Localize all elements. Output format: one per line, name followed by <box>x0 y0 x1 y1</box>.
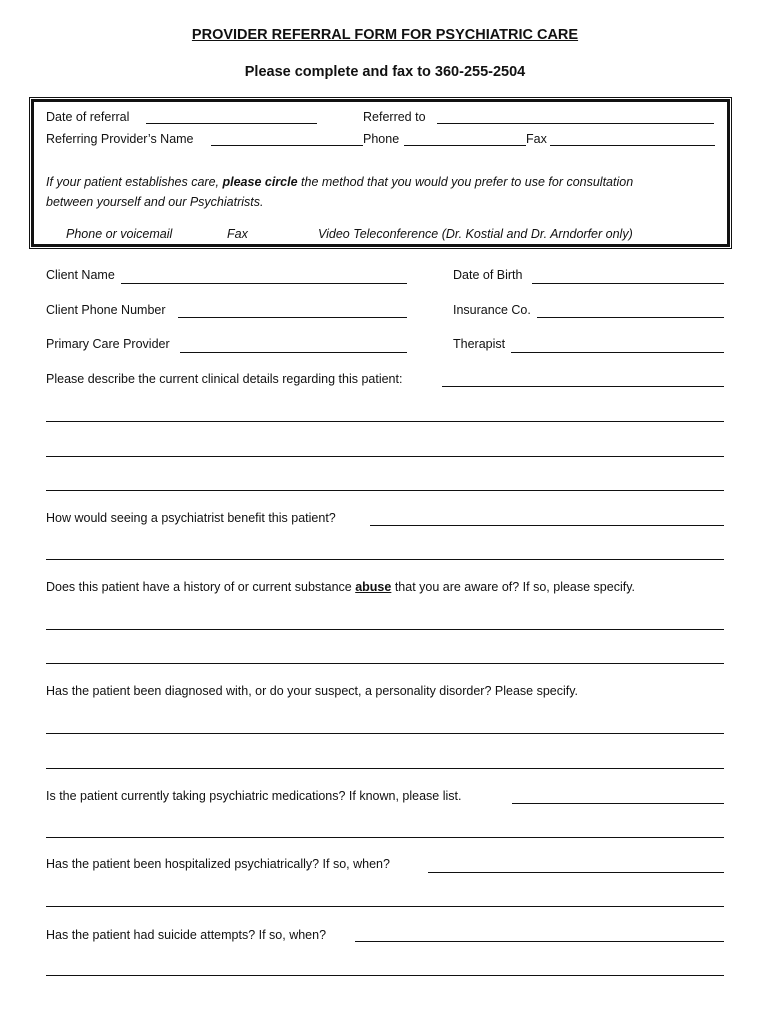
medications-question: Is the patient currently taking psychiatric medications? If known, please list. <box>46 789 462 803</box>
suicide-question: Has the patient had suicide attempts? If so, when? <box>46 928 327 942</box>
insurance-label: Insurance Co. <box>453 303 531 317</box>
clinical-details-field[interactable] <box>442 386 724 387</box>
clinical-details-line[interactable] <box>46 456 724 457</box>
fax-label: Fax <box>526 132 547 146</box>
suicide-field[interactable] <box>355 941 724 942</box>
option-fax[interactable]: Fax <box>227 227 248 241</box>
option-video[interactable]: Video Teleconference (Dr. Kostial and Dr. Arndorfer only) <box>318 227 633 241</box>
phone-field[interactable] <box>404 145 526 146</box>
client-name-label: Client Name <box>46 268 115 282</box>
date-of-birth-label: Date of Birth <box>453 268 523 282</box>
therapist-label: Therapist <box>453 337 506 351</box>
fax-field[interactable] <box>550 145 715 146</box>
date-of-referral-field[interactable] <box>146 123 317 124</box>
referred-to-field[interactable] <box>437 123 714 124</box>
personality-line[interactable] <box>46 733 724 734</box>
personality-question: Has the patient been diagnosed with, or do your suspect, a personality disorder? Please specify. <box>46 684 579 698</box>
client-phone-label: Client Phone Number <box>46 303 166 317</box>
date-of-referral-label: Date of referral <box>46 110 130 124</box>
benefit-question: How would seeing a psychiatrist benefit this patient? <box>46 511 336 525</box>
primary-care-field[interactable] <box>180 352 407 353</box>
personality-line[interactable] <box>46 768 724 769</box>
hospitalized-line[interactable] <box>46 906 724 907</box>
primary-care-label: Primary Care Provider <box>46 337 170 351</box>
referred-to-label: Referred to <box>363 110 426 124</box>
date-of-birth-field[interactable] <box>532 283 724 284</box>
option-phone[interactable]: Phone or voicemail <box>66 227 173 241</box>
client-phone-field[interactable] <box>178 317 407 318</box>
benefit-line[interactable] <box>46 559 724 560</box>
clinical-details-line[interactable] <box>46 421 724 422</box>
consultation-instruction-line2: between yourself and our Psychiatrists. <box>46 195 264 209</box>
client-name-field[interactable] <box>121 283 407 284</box>
medications-line[interactable] <box>46 837 724 838</box>
substance-line[interactable] <box>46 663 724 664</box>
hospitalized-field[interactable] <box>428 872 724 873</box>
hospitalized-question: Has the patient been hospitalized psychiatrically? If so, when? <box>46 857 390 871</box>
clinical-details-line[interactable] <box>46 490 724 491</box>
clinical-details-question: Please describe the current clinical details regarding this patient: <box>46 372 403 386</box>
suicide-line[interactable] <box>46 975 724 976</box>
substance-line[interactable] <box>46 629 724 630</box>
therapist-field[interactable] <box>511 352 724 353</box>
fax-instruction: Please complete and fax to 360-255-2504 <box>244 64 526 80</box>
phone-label: Phone <box>363 132 400 146</box>
benefit-field[interactable] <box>370 525 724 526</box>
substance-question: Does this patient have a history of or current substance abuse that you are aware of? If so, please specify. <box>46 580 635 594</box>
form-title: PROVIDER REFERRAL FORM FOR PSYCHIATRIC CARE <box>191 27 579 43</box>
referring-provider-field[interactable] <box>211 145 363 146</box>
referring-provider-label: Referring Provider’s Name <box>46 132 194 146</box>
medications-field[interactable] <box>512 803 724 804</box>
consultation-instruction: If your patient establishes care, please circle the method that you would you prefer to use for consultation <box>46 175 634 189</box>
insurance-field[interactable] <box>537 317 724 318</box>
